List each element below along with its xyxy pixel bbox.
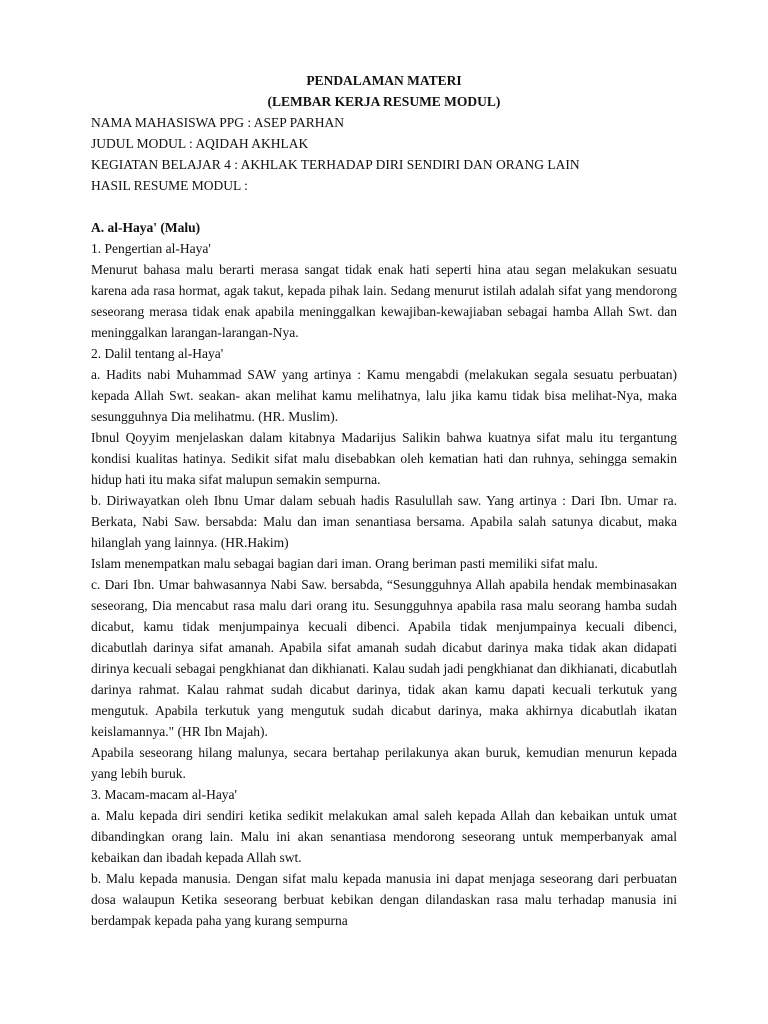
section-heading: A. al-Haya' (Malu) (91, 220, 201, 235)
document-subtitle: (LEMBAR KERJA RESUME MODUL) (267, 94, 501, 109)
subsection-types: 3. Macam-macam al-Haya' (91, 787, 237, 802)
subsection-definition: 1. Pengertian al-Haya' (91, 241, 211, 256)
paragraph-type-a: a. Malu kepada diri sendiri ketika sedikit melakukan amal saleh kepada Allah dan kebaikan untuk umat dibandingkan orang lain. Malu ini akan senantiasa mendorong seseorang untuk memperbanyak amal kebaikan dan ibadah kepada Allah swt. (91, 808, 677, 865)
resume-result-line: HASIL RESUME MODUL : (91, 178, 248, 193)
paragraph-losing-shame: Apabila seseorang hilang malunya, secara bertahap perilakunya akan buruk, kemudian menurun kepada yang lebih buruk. (91, 745, 677, 781)
paragraph-type-b: b. Malu kepada manusia. Dengan sifat malu kepada manusia ini dapat menjaga seseorang dari perbuatan dosa walaupun Ketika seseorang berbuat kebikan dengan dilandaskan rasa malu terhadap manusia ini berdampak kepada paha yang kurang sempurna (91, 871, 677, 928)
paragraph-hadith-b: b. Diriwayatkan oleh Ibnu Umar dalam sebuah hadis Rasulullah saw. Yang artinya : Dari Ibn. Umar ra. Berkata, Nabi Saw. bersabda: Malu dan iman senantiasa bersama. Apabila salah satunya dicabut, maka hilanglah yang lainnya. (HR.Hakim) (91, 493, 677, 550)
subsection-evidence: 2. Dalil tentang al-Haya' (91, 346, 224, 361)
paragraph-islam-places-shame: Islam menempatkan malu sebagai bagian dari iman. Orang beriman pasti memiliki sifat malu. (91, 556, 598, 571)
module-title-line: JUDUL MODUL : AQIDAH AKHLAK (91, 136, 309, 151)
document-page (91, 70, 677, 931)
learning-activity-line: KEGIATAN BELAJAR 4 : AKHLAK TERHADAP DIRI SENDIRI DAN ORANG LAIN (91, 157, 580, 172)
paragraph-ibnul-qoyyim: Ibnul Qoyyim menjelaskan dalam kitabnya Madarijus Salikin bahwa kuatnya sifat malu itu tergantung kondisi kualitas hatinya. Sedikit sifat malu disebabkan oleh kematian hati dan ruhnya, sehingga semakin hidup hati itu maka sifat malupun semakin sempurna. (91, 430, 677, 487)
student-name-line: NAMA MAHASISWA PPG : ASEP PARHAN (91, 115, 344, 130)
paragraph-hadith-c: c. Dari Ibn. Umar bahwasannya Nabi Saw. bersabda, “Sesungguhnya Allah apabila hendak membinasakan seseorang, Dia mencabut rasa malu dari orang itu. Sesungguhnya apabila rasa malu seorang hamba sudah dicabut, kamu tidak menjumpainya kecuali dibenci. Apabila tidak menjumpainya kecuali dibenci, dicabutlah darinya sifat amanah. Apabila sifat amanah sudah dicabut darinya maka tidak akan didapati dirinya kecuali sebagai pengkhianat dan dikhianati. Kalau sudah jadi pengkhianat dan dikhianati, dicabutlah darinya rahmat. Kalau rahmat sudah dicabut darinya, tidak akan kamu dapati kecuali terkutuk yang mengutuk. Apabila terkutuk yang mengutuk sudah dicabut darinya, maka akhirnya dicabutlah ikatan keislamannya." (HR Ibn Majah). (91, 577, 677, 739)
document-title: PENDALAMAN MATERI (306, 73, 462, 88)
paragraph-definition: Menurut bahasa malu berarti merasa sangat tidak enak hati seperti hina atau segan melakukan sesuatu karena ada rasa hormat, agak takut, kepada pihak lain. Sedang menurut istilah adalah sifat yang mendorong seseorang merasa tidak enak apabila meninggalkan kewajiban-kewajiaban sebagai hamba Allah Swt. dan meninggalkan larangan-larangan-Nya. (91, 262, 677, 340)
paragraph-hadith-a: a. Hadits nabi Muhammad SAW yang artinya : Kamu mengabdi (melakukan segala sesuatu perbuatan) kepada Allah Swt. seakan- akan melihat kamu melihatnya, lalu jika kamu tidak bisa melihat-Nya, maka sesungguhnya Dia melihatmu. (HR. Muslim). (91, 367, 677, 424)
blank-line (91, 196, 677, 217)
